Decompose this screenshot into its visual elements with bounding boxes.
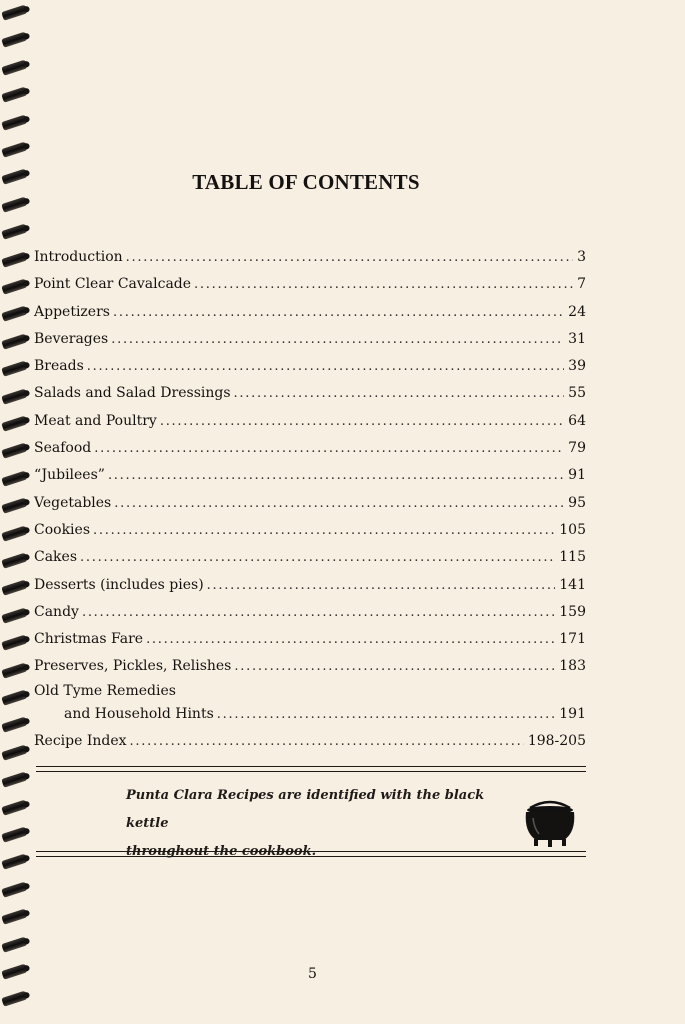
toc-entry-label: Desserts (includes pies) bbox=[34, 576, 204, 593]
spiral-coil bbox=[1, 223, 29, 240]
toc-entry-page: 91 bbox=[568, 467, 586, 484]
spiral-coil bbox=[1, 278, 29, 295]
page-number: 5 bbox=[308, 966, 317, 982]
toc-entry-page: 7 bbox=[577, 276, 586, 293]
toc-entry-label: Appetizers bbox=[34, 303, 110, 320]
dot-leader bbox=[126, 244, 573, 271]
spiral-coil bbox=[1, 908, 29, 925]
toc-entry-cookies[interactable] bbox=[34, 517, 586, 544]
toc-entry-page: 24 bbox=[568, 303, 586, 320]
kettle-note-line-2: throughout the cookbook. bbox=[126, 844, 317, 859]
toc-entry-page: 159 bbox=[559, 603, 586, 620]
spiral-coil bbox=[1, 415, 29, 432]
dot-leader bbox=[108, 462, 564, 489]
spiral-coil bbox=[1, 497, 29, 514]
dot-leader bbox=[93, 517, 555, 544]
toc-entry-desserts[interactable] bbox=[34, 572, 586, 599]
top-double-rule bbox=[36, 766, 586, 772]
dot-leader bbox=[130, 728, 524, 755]
toc-entry-label: Beverages bbox=[34, 330, 109, 347]
black-kettle-icon bbox=[520, 798, 580, 850]
toc-entry-old-tyme-remedies[interactable] bbox=[34, 681, 586, 701]
spiral-coil bbox=[1, 443, 29, 460]
toc-entry-jubilees[interactable] bbox=[34, 462, 586, 489]
toc-entry-page: 141 bbox=[559, 576, 586, 593]
spiral-coil bbox=[1, 32, 29, 49]
spiral-coil bbox=[1, 141, 29, 158]
toc-entry-label: Seafood bbox=[34, 440, 92, 457]
spiral-coil bbox=[1, 689, 29, 706]
toc-entry-label: Point Clear Cavalcade bbox=[34, 276, 192, 293]
spiral-coil bbox=[1, 470, 29, 487]
toc-entry-label: Candy bbox=[34, 603, 79, 620]
toc-entry-label: Recipe Index bbox=[34, 733, 127, 750]
page-title: TABLE OF CONTENTS bbox=[192, 170, 420, 194]
spiral-coil bbox=[1, 196, 29, 213]
dot-leader bbox=[234, 653, 555, 680]
spiral-coil bbox=[1, 4, 29, 21]
toc-entry-household-hints[interactable] bbox=[34, 701, 586, 728]
spiral-coil bbox=[1, 306, 29, 323]
toc-entry-preserves[interactable] bbox=[34, 653, 586, 680]
spiral-coil bbox=[1, 799, 29, 816]
dot-leader bbox=[194, 271, 573, 298]
spiral-coil bbox=[1, 771, 29, 788]
dot-leader bbox=[207, 572, 556, 599]
dot-leader bbox=[113, 299, 564, 326]
toc-entry-label: Breads bbox=[34, 358, 84, 375]
toc-entry-page: 171 bbox=[559, 631, 586, 648]
spiral-coil bbox=[1, 580, 29, 597]
spiral-coil bbox=[1, 662, 29, 679]
toc-entry-page: 191 bbox=[559, 705, 586, 722]
toc-entry-page: 79 bbox=[568, 440, 586, 457]
toc-entry-label: and Household Hints bbox=[64, 705, 214, 722]
spiral-coil bbox=[1, 552, 29, 569]
toc-entry-appetizers[interactable] bbox=[34, 299, 586, 326]
toc-entry-page: 115 bbox=[559, 549, 586, 566]
spiral-coil bbox=[1, 854, 29, 871]
toc-entry-meat-and-poultry[interactable] bbox=[34, 408, 586, 435]
dot-leader bbox=[94, 435, 564, 462]
spiral-coil bbox=[1, 717, 29, 734]
dot-leader bbox=[234, 380, 565, 407]
spiral-coil bbox=[1, 360, 29, 377]
toc-entry-label: Old Tyme Remedies bbox=[34, 682, 176, 699]
toc-entry-page: 39 bbox=[568, 358, 586, 375]
kettle-note-line-1: Punta Clara Recipes are identified with the black kettle bbox=[126, 788, 485, 831]
toc-entry-label: Vegetables bbox=[34, 494, 112, 511]
spiral-coil bbox=[1, 991, 29, 1008]
toc-entry-label: Cakes bbox=[34, 549, 78, 566]
toc-entry-cakes[interactable] bbox=[34, 544, 586, 571]
spiral-coil bbox=[1, 251, 29, 268]
dot-leader bbox=[87, 353, 564, 380]
dot-leader bbox=[111, 326, 564, 353]
spiral-coil bbox=[1, 59, 29, 76]
toc-entry-point-clear-cavalcade[interactable] bbox=[34, 271, 586, 298]
spiral-coil bbox=[1, 881, 29, 898]
spiral-coil bbox=[1, 634, 29, 651]
toc-entry-label: Preserves, Pickles, Relishes bbox=[34, 658, 232, 675]
table-of-contents bbox=[34, 244, 586, 755]
spiral-coil bbox=[1, 333, 29, 350]
toc-entry-label: Meat and Poultry bbox=[34, 412, 157, 429]
toc-entry-vegetables[interactable] bbox=[34, 490, 586, 517]
dot-leader bbox=[80, 544, 555, 571]
spiral-coil bbox=[1, 388, 29, 405]
toc-entry-page: 95 bbox=[568, 494, 586, 511]
toc-entry-label: Introduction bbox=[34, 249, 123, 265]
toc-entry-label: Christmas Fare bbox=[34, 631, 144, 648]
toc-entry-christmas-fare[interactable] bbox=[34, 626, 586, 653]
toc-entry-page: 31 bbox=[568, 330, 586, 347]
toc-entry-introduction[interactable] bbox=[34, 244, 586, 271]
toc-entry-candy[interactable] bbox=[34, 599, 586, 626]
toc-entry-breads[interactable] bbox=[34, 353, 586, 380]
toc-entry-salads[interactable] bbox=[34, 380, 586, 407]
spiral-coil bbox=[1, 936, 29, 953]
toc-entry-label: Salads and Salad Dressings bbox=[34, 385, 231, 402]
toc-entry-recipe-index[interactable] bbox=[34, 728, 586, 755]
toc-entry-beverages[interactable] bbox=[34, 326, 586, 353]
dot-leader bbox=[217, 701, 556, 728]
toc-entry-seafood[interactable] bbox=[34, 435, 586, 462]
spiral-coil bbox=[1, 114, 29, 131]
spiral-coil bbox=[1, 607, 29, 624]
toc-entry-page: 55 bbox=[568, 385, 586, 402]
spiral-coil bbox=[1, 826, 29, 843]
spiral-coil bbox=[1, 86, 29, 103]
spiral-coil bbox=[1, 744, 29, 761]
toc-entry-page: 3 bbox=[577, 249, 586, 265]
toc-entry-label: Cookies bbox=[34, 521, 90, 538]
spiral-coil bbox=[1, 525, 29, 542]
toc-entry-label: “Jubilees” bbox=[34, 467, 105, 484]
bottom-double-rule bbox=[36, 851, 586, 857]
dot-leader bbox=[82, 599, 555, 626]
dot-leader bbox=[114, 490, 564, 517]
toc-entry-page: 64 bbox=[568, 412, 586, 429]
toc-entry-page: 183 bbox=[559, 658, 586, 675]
toc-entry-page: 105 bbox=[559, 521, 586, 538]
dot-leader bbox=[146, 626, 555, 653]
toc-entry-page: 198-205 bbox=[527, 733, 586, 750]
dot-leader bbox=[160, 408, 564, 435]
